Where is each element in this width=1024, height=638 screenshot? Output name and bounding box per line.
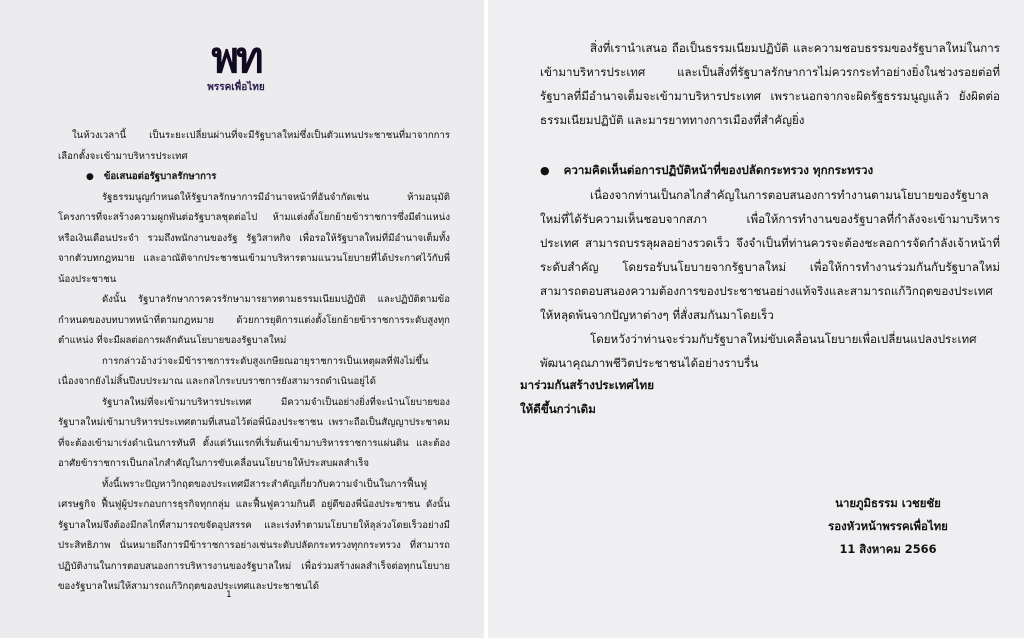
heading-text: ความคิดเห็นต่อการปฏิบัติหน้าที่ของปลัดกระทรวง ทุกกระทรวง [563,163,874,177]
section-heading-caretaker [58,167,450,188]
body-paragraph: ทั้งนี้เพราะปัญหาวิกฤตของประเทศมีสาระสำคัญเกี่ยวกับความจำเป็นในการฟื้นฟูเศรษฐกิจ ฟื้นฟูผู้ประกอบการธุรกิจทุกกลุ่ม และฟื้นฟูความกินดี อยู่ดีของพี่น้องประชาชน ดังนั้นรัฐบาลใหม่จึงต้องมีกลไกที่สามารถขจัดอุปสรรค และเร่งทำตามนโยบายให้ลุล่วงโดยเร็วอย่างมีประสิทธิภาพ นั่นหมายถึงการมีข้าราชการอย่างเช่นระดับปลัดกระทรวงทุกกระทรวง ที่สามารถปฏิบัติงานในการตอบสนองการบริหารงานของรัฐบาลใหม่ เพื่อร่วมสร้างผลสำเร็จต่อทุกนโยบายของรัฐบาลใหม่ให้สามารถแก้วิกฤตของประเทศและประชาชนได้ [58,478,450,592]
signer-title: รองหัวหน้าพรรคเพื่อไทย [828,519,948,533]
letter-page-2 [488,0,1024,638]
logo-party-name: พรรคเพื่อไทย [207,82,265,93]
pheu-thai-logo [196,33,276,94]
body-paragraph: เนื่องจากท่านเป็นกลไกสำคัญในการตอบสนองการทำงานตามนโยบายของรัฐบาลใหม่ที่ได้รับความเห็นชอบจากสภา เพื่อให้การทำงานของรัฐบาลที่กำลังจะเข้ามาบริหารประเทศ สามารถบรรลุผลอย่างรวดเร็ว จึงจำเป็นที่ท่านควรจะต้องชะลอการจัดกำลังเจ้าหน้าที่ระดับสำคัญ โดยรอรับนโยบายจากรัฐบาลใหม่ เพื่อให้การทำงานร่วมกันกับรัฐบาลใหม่สามารถตอบสนองความต้องการของประชาชนอย่างแท้จริงและสามารถแก้วิกฤตของประเทศ ให้หลุดพ้นจากปัญหาต่างๆ ที่สั่งสมกันมาโดยเร็ว [540,188,1000,322]
body-paragraph: รัฐบาลใหม่ที่จะเข้ามาบริหารประเทศ มีความจำเป็นอย่างยิ่งที่จะนำนโยบายของรัฐบาลใหม่เข้ามาบริหารประเทศตามที่เสนอไว้ต่อพี่น้องประชาชน เพราะถือเป็นสัญญาประชาคมที่จะต้องเข้ามาเร่งดำเนินการทันที ตั้งแต่วันแรกที่เริ่มต้นเข้ามาบริหารราชการแผ่นดิน และต้องอาศัยข้าราชการเป็นกลไกสำคัญในการขับเคลื่อนนโยบายให้ประสบผลสำเร็จ [58,396,450,469]
body-paragraph: โดยหวังว่าท่านจะร่วมกับรัฐบาลใหม่ขับเคลื่อนนโยบายเพื่อเปลี่ยนแปลงประเทศ พัฒนาคุณภาพชีวิตประชาชนได้อย่างราบรื่น [540,332,977,370]
page2-body [540,36,1000,375]
body-paragraph: สิ่งที่เรานำเสนอ ถือเป็นธรรมเนียมปฏิบัติ และความชอบธรรมของรัฐบาลใหม่ในการเข้ามาบริหารประเทศ และเป็นสิ่งที่รัฐบาลรักษาการไม่ควรกระทำอย่างยิ่งในช่วงรอยต่อที่รัฐบาลที่มีอำนาจเต็มจะเข้ามาบริหารประเทศ เพราะนอกจากจะผิดรัฐธรรมนูญแล้ว ยังผิดต่อธรรมเนียมปฏิบัติ และมารยาททางการเมืองที่สำคัญยิ่ง [540,41,1000,127]
logo-mark: พท [211,33,261,82]
page-number: 1 [226,590,232,600]
body-paragraph: รัฐธรรมนูญกำหนดให้รัฐบาลรักษาการมีอำนาจหน้าที่อันจำกัดเช่น ห้ามอนุมัติโครงการที่จะสร้างความผูกพันต่อรัฐบาลชุดต่อไป ห้ามแต่งตั้งโยกย้ายข้าราชการซึ่งมีตำแหน่งหรือเงินเดือนประจำ รวมถึงพนักงานของรัฐ รัฐวิสาหกิจ เพื่อรอให้รัฐบาลใหม่ที่มีอำนาจเต็มทั้งจากตัวบทกฎหมาย และอาณัติจากประชาชนเข้ามาบริหารตามแนวนโยบายที่ได้ประกาศไว้กับพี่น้องประชาชน [58,191,450,285]
bullet-icon: ● [86,172,94,182]
body-paragraph: การกล่าวอ้างว่าจะมีข้าราชการระดับสูงเกษียณอายุราชการเป็นเหตุผลที่ฟังไม่ขึ้น เนื่องจากยังไม่สิ้นปีงบประมาณ และกลไกระบบราชการยังสามารถดำเนินอยู่ได้ [58,355,429,387]
signer-name: นายภูมิธรรม เวชยชัย [835,496,941,510]
body-paragraph: ดังนั้น รัฐบาลรักษาการควรรักษามารยาทตามธรรมเนียมปฏิบัติ และปฏิบัติตามข้อกำหนดของบทบาทหน้าที่ตามกฎหมาย ด้วยการยุติการแต่งตั้งโยกย้ายข้าราชการระดับสูงทุกตำแหน่ง ที่จะมีผลต่อการผลักดันนโยบายของรัฐบาลใหม่ [58,294,450,346]
intro-paragraph: ในห้วงเวลานี้ เป็นระยะเปลี่ยนผ่านที่จะมีรัฐบาลใหม่ซึ่งเป็นตัวแทนประชาชนที่มาจากการเลือกตั้งจะเข้ามาบริหารประเทศ [58,130,450,162]
closing-slogan [520,373,654,421]
closing-line-1: มาร่วมกันสร้างประเทศไทย [520,378,654,392]
bullet-icon: ● [540,164,550,177]
letter-date: 11 สิงหาคม 2566 [839,542,937,556]
page1-body [58,126,450,598]
closing-line-2: ให้ดีขึ้นกว่าเดิม [520,402,596,416]
heading-text: ข้อเสนอต่อรัฐบาลรักษาการ [103,171,217,182]
section-heading-permanent-secretaries [540,158,1000,183]
letter-page-1 [0,0,484,638]
signature-block [788,492,988,561]
